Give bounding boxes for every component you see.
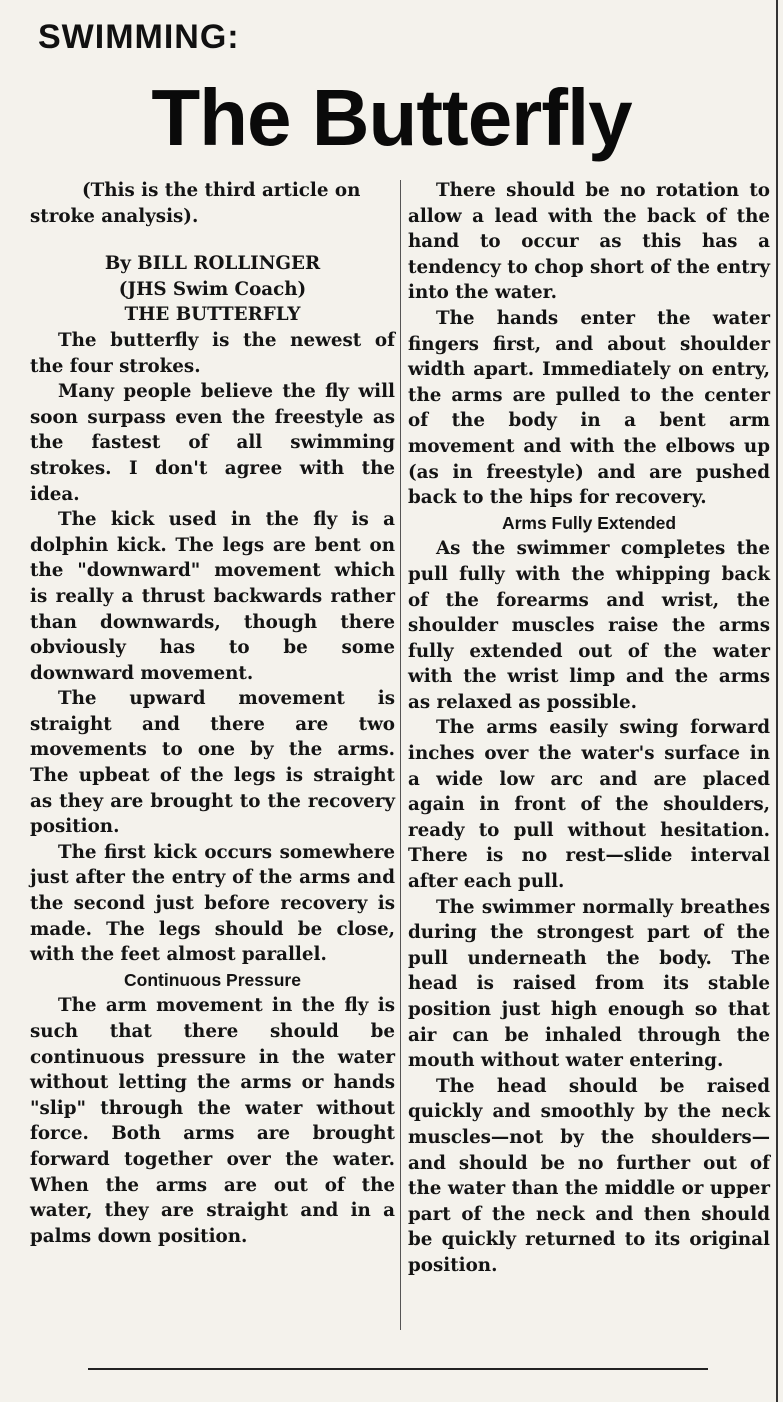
bottom-rule	[88, 1368, 708, 1370]
paragraph: As the swimmer completes the pull fully with the whipping back of the forearms and wrist, the shoulder muscles raise the arms fully extended out of the water with the wrist limp and the arms as relaxed as possible.	[408, 538, 770, 713]
paragraph: There should be no rotation to allow a lead with the back of the hand to occur as this has a tendency to chop short of the entry into the water.	[408, 180, 770, 304]
kicker: SWIMMING:	[38, 18, 240, 56]
paragraph: The arms easily swing forward inches over the water's surface in a wide low arc and are placed again in front of the shoulders, ready to pull without hesitation. There is no rest—slide interval after each pull.	[408, 717, 770, 893]
paragraph: The swimmer normally breathes during the strongest part of the pull underneath the body. The head is raised from its stable position just high enough so that air can be inhaled through the mouth without water entering.	[408, 896, 770, 1072]
headline: The Butterfly	[151, 73, 632, 162]
subhead-arms-fully-extended: Arms Fully Extended	[501, 512, 677, 533]
column-divider	[400, 180, 401, 1330]
edge-rule	[776, 0, 778, 1402]
paragraph: Many people believe the fly will soon surpass even the freestyle as the fastest of all swimming strokes. I don't agree with the idea.	[30, 381, 395, 505]
left-column	[30, 178, 395, 1249]
subhead-continuous-pressure: Continuous Pressure	[124, 969, 301, 990]
paragraph: The kick used in the fly is a dolphin kick. The legs are bent on the "downward" movement which is really a thrust backwards rather than downwards, though there obviously has to be some downward movement.	[30, 509, 395, 684]
byline-role: (JHS Swim Coach)	[118, 278, 307, 300]
right-column	[408, 178, 770, 1279]
paragraph: The butterfly is the newest of the four strokes.	[30, 329, 395, 377]
byline: By BILL ROLLINGER	[104, 253, 321, 275]
paragraph: The arm movement in the fly is such that there should be continuous pressure in the water without letting the arms or hands "slip" through the water without force. Both arms are brought forward together over the water. When the arms are out of the water, they are straight and in a palms down position.	[30, 995, 395, 1247]
paragraph: The upward movement is straight and there are two movements to one by the arms. The upbeat of the legs is straight as they are brought to the recovery position.	[30, 688, 395, 838]
section-title: THE BUTTERFLY	[124, 304, 301, 326]
intro-note: (This is the third article on stroke analysis).	[30, 180, 361, 227]
paragraph: The hands enter the water fingers first, and about shoulder width apart. Immediately on entry, the arms are pulled to the center of the body in a bent arm movement and with the elbows up (as in freestyle) and are pushed back to the hips for recovery.	[408, 307, 770, 509]
paragraph: The first kick occurs somewhere just after the entry of the arms and the second just before recovery is made. The legs should be close, with the feet almost parallel.	[30, 841, 395, 966]
paragraph: The head should be raised quickly and smoothly by the neck muscles—not by the shoulders—and should be no further out of the water than the middle or upper part of the neck and then should be quickly returned to its original position.	[408, 1075, 770, 1276]
